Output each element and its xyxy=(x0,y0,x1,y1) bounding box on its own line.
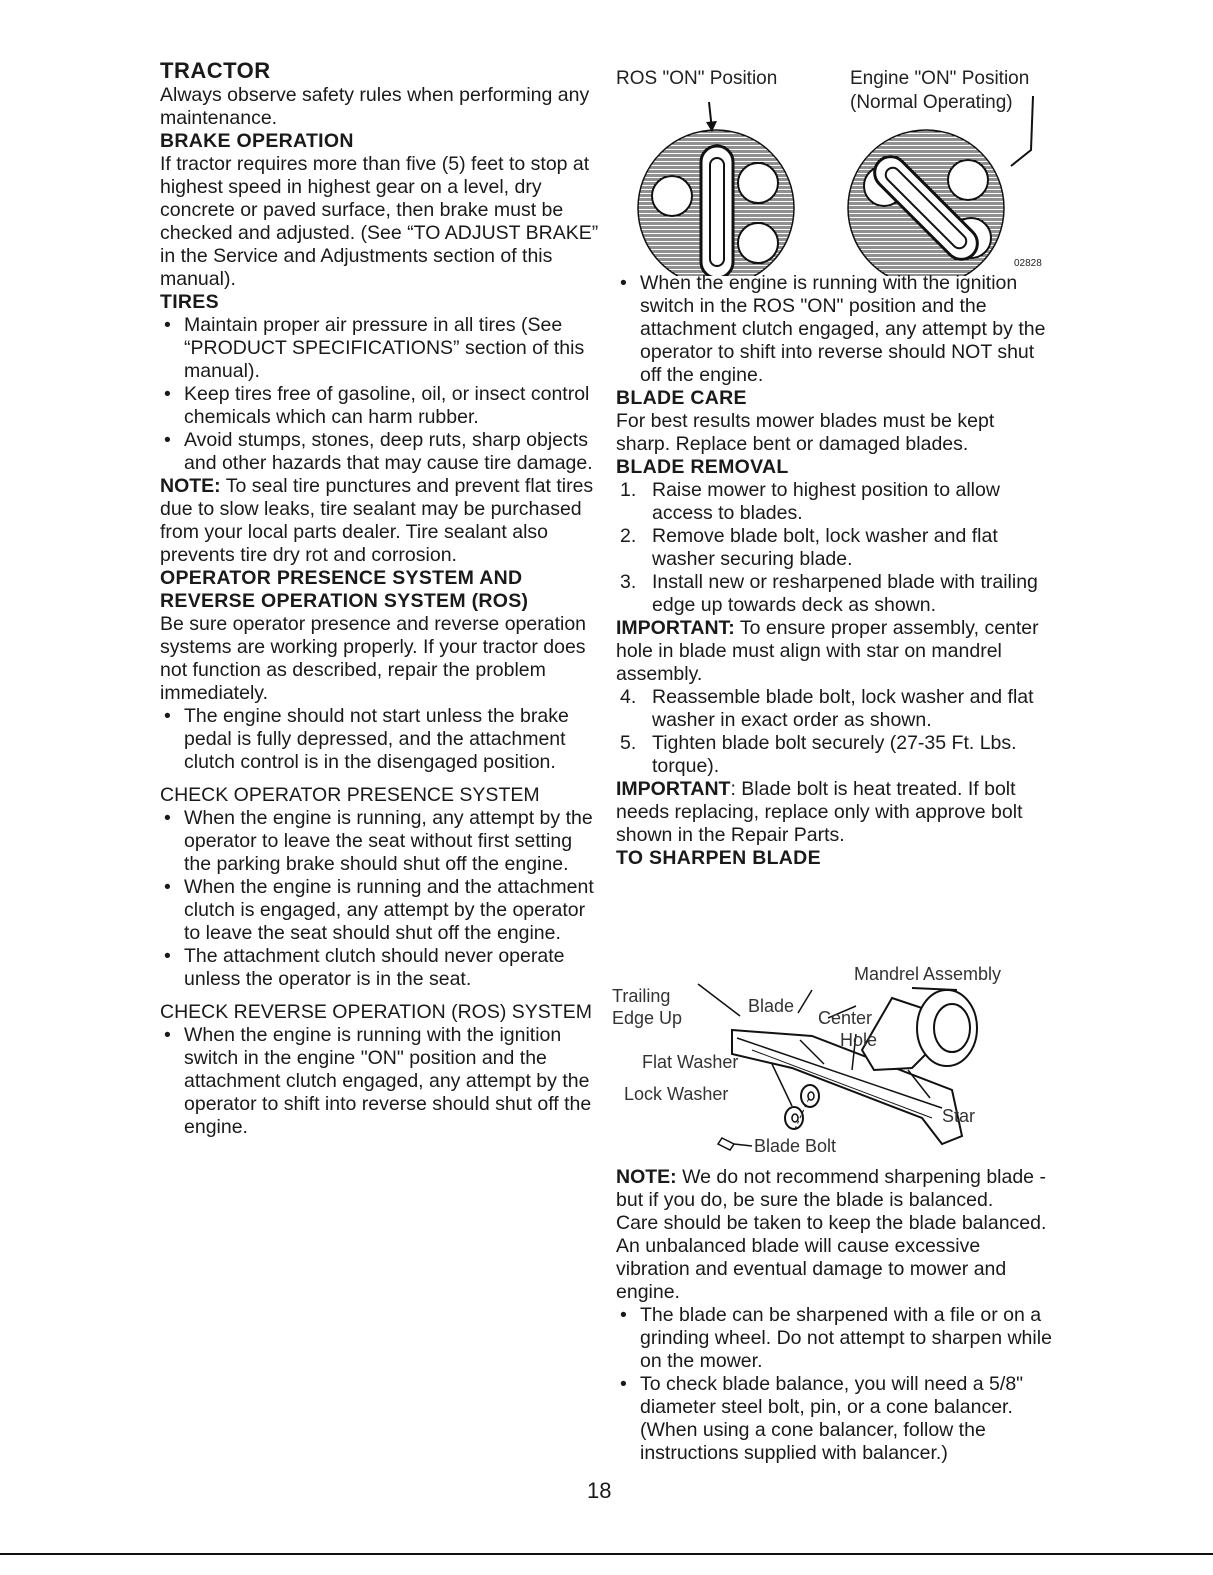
engine-on-label: Engine "ON" Position xyxy=(850,68,1030,89)
star-label: Star xyxy=(942,1106,976,1126)
important-text: : Blade bolt is heat treated. If bolt needs replacing, replace only with approve bolt shown in the Repair Parts. xyxy=(616,778,1023,846)
list-item: • The engine should not start unless the brake pedal is fully depressed, and the attachment clutch control is in the disengaged position. xyxy=(160,705,600,774)
list-item xyxy=(616,525,1052,571)
list-item: • When the engine is running with the ignition switch in the ROS "ON" position and the attachment clutch engaged, any attempt by the operator to shift into reverse should NOT shut off the engine. xyxy=(616,272,1052,387)
heading-check-operator-presence: CHECK OPERATOR PRESENCE SYSTEM xyxy=(160,784,540,806)
heading-check-reverse-operation: CHECK REVERSE OPERATION (ROS) SYSTEM xyxy=(160,1001,592,1023)
sharpen-note xyxy=(616,1166,1052,1212)
center-label: Center xyxy=(818,1008,873,1028)
important-note-2 xyxy=(616,778,1052,847)
note-label: NOTE: xyxy=(616,1166,677,1188)
sharpen-list xyxy=(616,1304,1052,1465)
step-text: Tighten blade bolt securely (27-35 Ft. Lbs. torque). xyxy=(652,732,1017,777)
blade-bolt-label: Blade Bolt xyxy=(754,1136,837,1156)
list-item xyxy=(616,732,1052,778)
right-column-lower xyxy=(616,1166,1052,1465)
left-column xyxy=(160,58,600,1139)
list-item xyxy=(616,479,1052,525)
step-text: Reassemble blade bolt, lock washer and flat washer in exact order as shown. xyxy=(652,686,1034,731)
important-label: IMPORTANT xyxy=(616,778,731,800)
care-balance-text: Care should be taken to keep the blade balanced. An unbalanced blade will cause excessive vibration and eventual damage to mower and engine. xyxy=(616,1212,1047,1303)
section-title-tractor: TRACTOR xyxy=(160,58,271,83)
ignition-switch-figure xyxy=(616,58,1056,276)
step-text: Raise mower to highest position to allow access to blades. xyxy=(652,479,1000,524)
list-item: • When the engine is running with the ignition switch in the engine "ON" position and the attachment clutch engaged, any attempt by the operator to shift into reverse should shut off the engine. xyxy=(160,1024,600,1139)
note-text: To seal tire punctures and prevent flat tires due to slow leaks, tire sealant may be purchased from your local parts dealer. Tire sealant also prevents tire dry rot and corrosion. xyxy=(160,475,594,566)
step-number: 4. xyxy=(620,686,637,708)
tires-list xyxy=(160,314,600,475)
ignition-switch-diagram xyxy=(616,58,1056,276)
removal-steps-b xyxy=(616,686,1052,778)
heading-blade-removal: BLADE REMOVAL xyxy=(616,456,789,478)
list-item: • Maintain proper air pressure in all tires (See “PRODUCT SPECIFICATIONS” section of this manual). xyxy=(160,314,600,383)
edge-up-label: Edge Up xyxy=(612,1008,683,1028)
ros-switch-icon xyxy=(638,102,794,276)
step-number: 2. xyxy=(620,525,637,547)
heading-blade-care: BLADE CARE xyxy=(616,387,747,409)
figure-code: 02828 xyxy=(1014,258,1042,269)
lock-washer-label: Lock Washer xyxy=(624,1084,729,1104)
heading-brake-operation: BRAKE OPERATION xyxy=(160,130,354,152)
list-item xyxy=(616,686,1052,732)
mandrel-icon xyxy=(862,988,977,1070)
list-item: • Avoid stumps, stones, deep ruts, sharp objects and other hazards that may cause tire damage. xyxy=(160,429,600,475)
list-item xyxy=(616,571,1052,617)
list-item: • The attachment clutch should never operate unless the operator is in the seat. xyxy=(160,945,600,991)
heading-operator-presence: OPERATOR PRESENCE SYSTEM AND REVERSE OPERATION SYSTEM (ROS) xyxy=(160,567,529,612)
intro-text: Always observe safety rules when performing any maintenance. xyxy=(160,84,590,129)
list-item: • The blade can be sharpened with a file or on a grinding wheel. Do not attempt to sharpen while on the mower. xyxy=(616,1304,1052,1373)
step-number: 5. xyxy=(620,732,637,754)
check-ops-list xyxy=(160,807,600,991)
ros-on-label: ROS "ON" Position xyxy=(616,68,778,89)
list-item: • When the engine is running and the attachment clutch is engaged, any attempt by the operator to leave the seat should shut off the engine. xyxy=(160,876,600,945)
blade-figure xyxy=(612,958,1052,1162)
ops-text: Be sure operator presence and reverse operation systems are working properly. If your tractor does not function as described, repair the problem immediately. xyxy=(160,613,587,704)
ops-list xyxy=(160,705,600,774)
blade-care-text: For best results mower blades must be kept sharp. Replace bent or damaged blades. xyxy=(616,410,995,455)
step-number: 3. xyxy=(620,571,637,593)
step-text: Install new or resharpened blade with trailing edge up towards deck as shown. xyxy=(652,571,1038,616)
engine-switch-icon xyxy=(848,96,1033,276)
important-label: IMPORTANT: xyxy=(616,617,735,639)
step-number: 1. xyxy=(620,479,637,501)
page-number: 18 xyxy=(587,1478,612,1503)
check-ros-list xyxy=(160,1024,600,1139)
important-note-1 xyxy=(616,617,1052,686)
mandrel-assembly-label: Mandrel Assembly xyxy=(854,964,1002,984)
blade-label: Blade xyxy=(748,996,795,1016)
list-item: • To check blade balance, you will need a 5/8" diameter steel bolt, pin, or a cone balancer. (When using a cone balancer, follow the instructions supplied with balancer.) xyxy=(616,1373,1052,1465)
list-item: • When the engine is running, any attempt by the operator to leave the seat without first setting the parking brake should shut off the engine. xyxy=(160,807,600,876)
step-text: Remove blade bolt, lock washer and flat washer securing blade. xyxy=(652,525,998,570)
heading-to-sharpen-blade: TO SHARPEN BLADE xyxy=(616,847,821,869)
brake-text: If tractor requires more than five (5) feet to stop at highest speed in highest gear on a level, dry concrete or paved surface, then brake must be checked and adjusted. (See “TO ADJUST BRAKE” in the Service and Adjustments section of this manual). xyxy=(160,153,599,290)
list-item: • Keep tires free of gasoline, oil, or insect control chemicals which can harm rubber. xyxy=(160,383,600,429)
flat-washer-label: Flat Washer xyxy=(642,1052,739,1072)
trailing-label: Trailing xyxy=(612,986,671,1006)
note-text: We do not recommend sharpening blade - but if you do, be sure the blade is balanced. xyxy=(616,1166,1046,1211)
normal-operating-label: (Normal Operating) xyxy=(850,92,1013,113)
bottom-rule xyxy=(0,1553,1213,1555)
note-label: NOTE: xyxy=(160,475,221,497)
hole-label: Hole xyxy=(840,1030,878,1050)
bolt-icon xyxy=(718,1138,734,1150)
right-column-upper xyxy=(616,272,1052,870)
tire-note xyxy=(160,475,600,567)
important-text: To ensure proper assembly, center hole in blade must align with star on mandrel assembly. xyxy=(616,617,1039,685)
ros-list xyxy=(616,272,1052,387)
removal-steps-a xyxy=(616,479,1052,617)
heading-tires: TIRES xyxy=(160,291,219,313)
blade-assembly-diagram xyxy=(612,958,1052,1162)
